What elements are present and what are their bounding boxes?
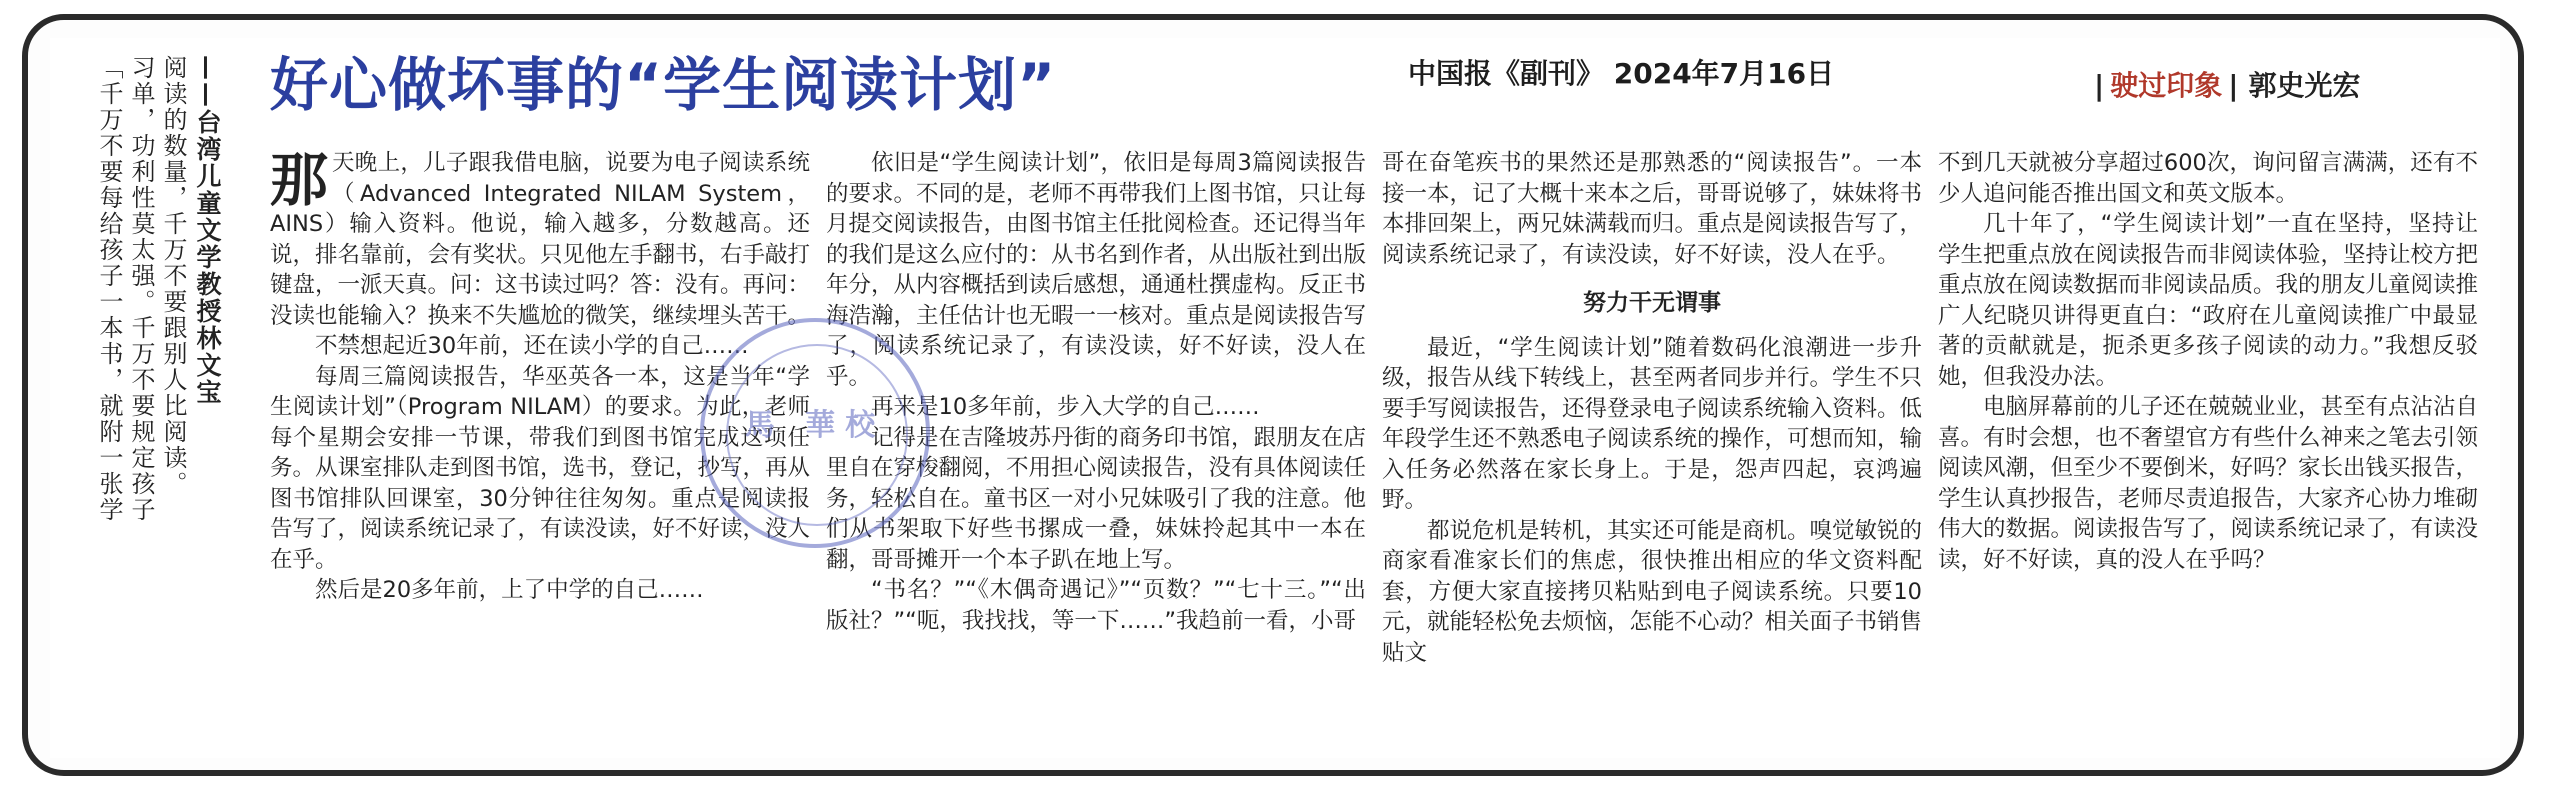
- paragraph: 每周三篇阅读报告，华巫英各一本，这是当年“学生阅读计划”（Program NILAM）的要求。为此，老师每个星期会安排一节课，带我们到图书馆完成这项任务。从课室排队走到图书馆，选书，登记，抄写，再从图书馆排队回课室，30分钟往往匆匆。重点是阅读报告写了，阅读系统记录了，有读没读，好不好读，没人在乎。: [270, 363, 811, 573]
- stamp-text: 馬 華校: [744, 408, 886, 443]
- divider: |: [2094, 69, 2105, 102]
- paragraph: 电脑屏幕前的儿子还在兢兢业业，甚至有点沾沾自喜。有时会想，也不奢望官方有些什么神来之笔去引领阅读风潮，但至少不要倒米，好吗？家长出钱买报告，学生认真抄报告，老师尽责追报告，大家齐心协力堆砌伟大的数据。阅读报告写了，阅读系统记录了，有读没读，好不好读，真的没人在乎吗？: [1938, 394, 2479, 573]
- paragraph: 记得是在吉隆坡苏丹街的商务印书馆，跟朋友在店里自在穿梭翻阅，不用担心阅读报告，没有具体阅读任务，轻松自在。童书区一对小兄妹吸引了我的注意。他们从书架取下好些书摞成一叠，妹妹拎起其中一本在翻，哥哥摊开一个本子趴在地上写。: [826, 424, 1367, 573]
- paragraph: 然后是20多年前，上了中学的自己……: [315, 577, 704, 603]
- paragraph: 依旧是“学生阅读计划”，依旧是每周3篇阅读报告的要求。不同的是，老师不再带我们上图书馆，只让每月提交阅读报告，由图书馆主任批阅检查。还记得当年的我们是这么应付的：从书名到作者，从出版社到出版年分，从内容概括到读后感想，通通杜撰虚构。反正书海浩瀚，主任估计也无暇一一核对。重点是阅读报告写了，阅读系统记录了，有读没读，好不好读，没人在乎。: [826, 150, 1367, 390]
- paragraph: 再来是10多年前，步入大学的自己……: [871, 394, 1260, 420]
- quote-column-3: 「千万不要每给孩子一本书，就附一张学: [95, 55, 123, 523]
- column-header: [2088, 64, 2361, 104]
- paragraph: 不禁想起近30年前，还在读小学的自己……: [315, 333, 749, 359]
- text-column-4: [1938, 148, 2478, 575]
- paragraph: 哥在奋笔疾书的果然还是那熟悉的“阅读报告”。一本接一本，记了大概十来本之后，哥哥说够了，妹妹将书本排回架上，两兄妹满载而归。重点是阅读报告写了，阅读系统记录了，有读没读，好不好读，没人在乎。: [1382, 150, 1923, 268]
- sidebar-quote: [80, 55, 220, 745]
- quote-column-2: 习单，功利性莫太强。千万不要规定孩子: [127, 55, 155, 523]
- dropcap: 那: [270, 146, 329, 214]
- paragraph: 都说危机是转机，其实还可能是商机。嗅觉敏锐的商家看准家长们的焦虑，很快推出相应的华文资料配套，方便大家直接拷贝粘贴到电子阅读系统。只要10元，就能轻松免去烦恼，怎能不心动？相关面子书销售贴文: [1382, 517, 1923, 666]
- author-name: 郭史光宏: [2248, 69, 2361, 102]
- quote-byline: ——台湾儿童文学教授林文宝: [193, 55, 222, 406]
- paragraph: 最近，“学生阅读计划”随着数码化浪潮进一步升级，报告从线下转线上，甚至两者同步并行。学生不只要手写阅读报告，还得登录电子阅读系统输入资料。低年段学生还不熟悉电子阅读系统的操作，可想而知，输入任务必然落在家长身上。于是，怨声四起，哀鸿遍野。: [1382, 334, 1923, 513]
- publication-source: 中国报《副刊》 2024年7月16日: [1408, 57, 1835, 90]
- section-subhead: 努力干无谓事: [1583, 290, 1721, 316]
- paragraph: 不到几天就被分享超过600次，询问留言满满，还有不少人追问能否推出国文和英文版本。: [1938, 150, 2478, 207]
- text-column-2: [826, 148, 1366, 636]
- text-column-1: [270, 148, 810, 606]
- paragraph: [270, 148, 810, 331]
- paragraph: 几十年了，“学生阅读计划”一直在坚持，坚持让学生把重点放在阅读报告而非阅读体验，坚持让校方把重点放在阅读数据而非阅读品质。我的朋友儿童阅读推广人纪晓贝讲得更直白：“政府在儿童阅读推广中最显著的贡献就是，扼杀更多孩子阅读的动力。”我想反驳她，但我没办法。: [1938, 211, 2479, 390]
- article-title: 好心做坏事的“学生阅读计划”: [270, 51, 1057, 119]
- column-name: 驶过印象: [2110, 69, 2223, 102]
- paragraph-text: 天晚上，儿子跟我借电脑，说要为电子阅读系统（Advanced Integrated NILAM System，AINS）输入资料。他说，输入越多，分数越高。还说，排名靠前，会有奖状。只见他左手翻书，右手敲打键盘，一派天真。问：这书读过吗？答：没有。再问：没读也能输入？换来不失尴尬的微笑，继续埋头苦干。: [270, 150, 811, 329]
- text-column-3: [1382, 148, 1922, 668]
- divider: |: [2228, 69, 2239, 102]
- quote-column-1: 阅读的数量，千万不要跟别人比阅读。: [159, 55, 187, 497]
- paragraph: “书名？”“《木偶奇遇记》”“页数？”“七十三。”“出版社？”“呃，我找找，等一下……”我趋前一看，小哥: [826, 577, 1366, 634]
